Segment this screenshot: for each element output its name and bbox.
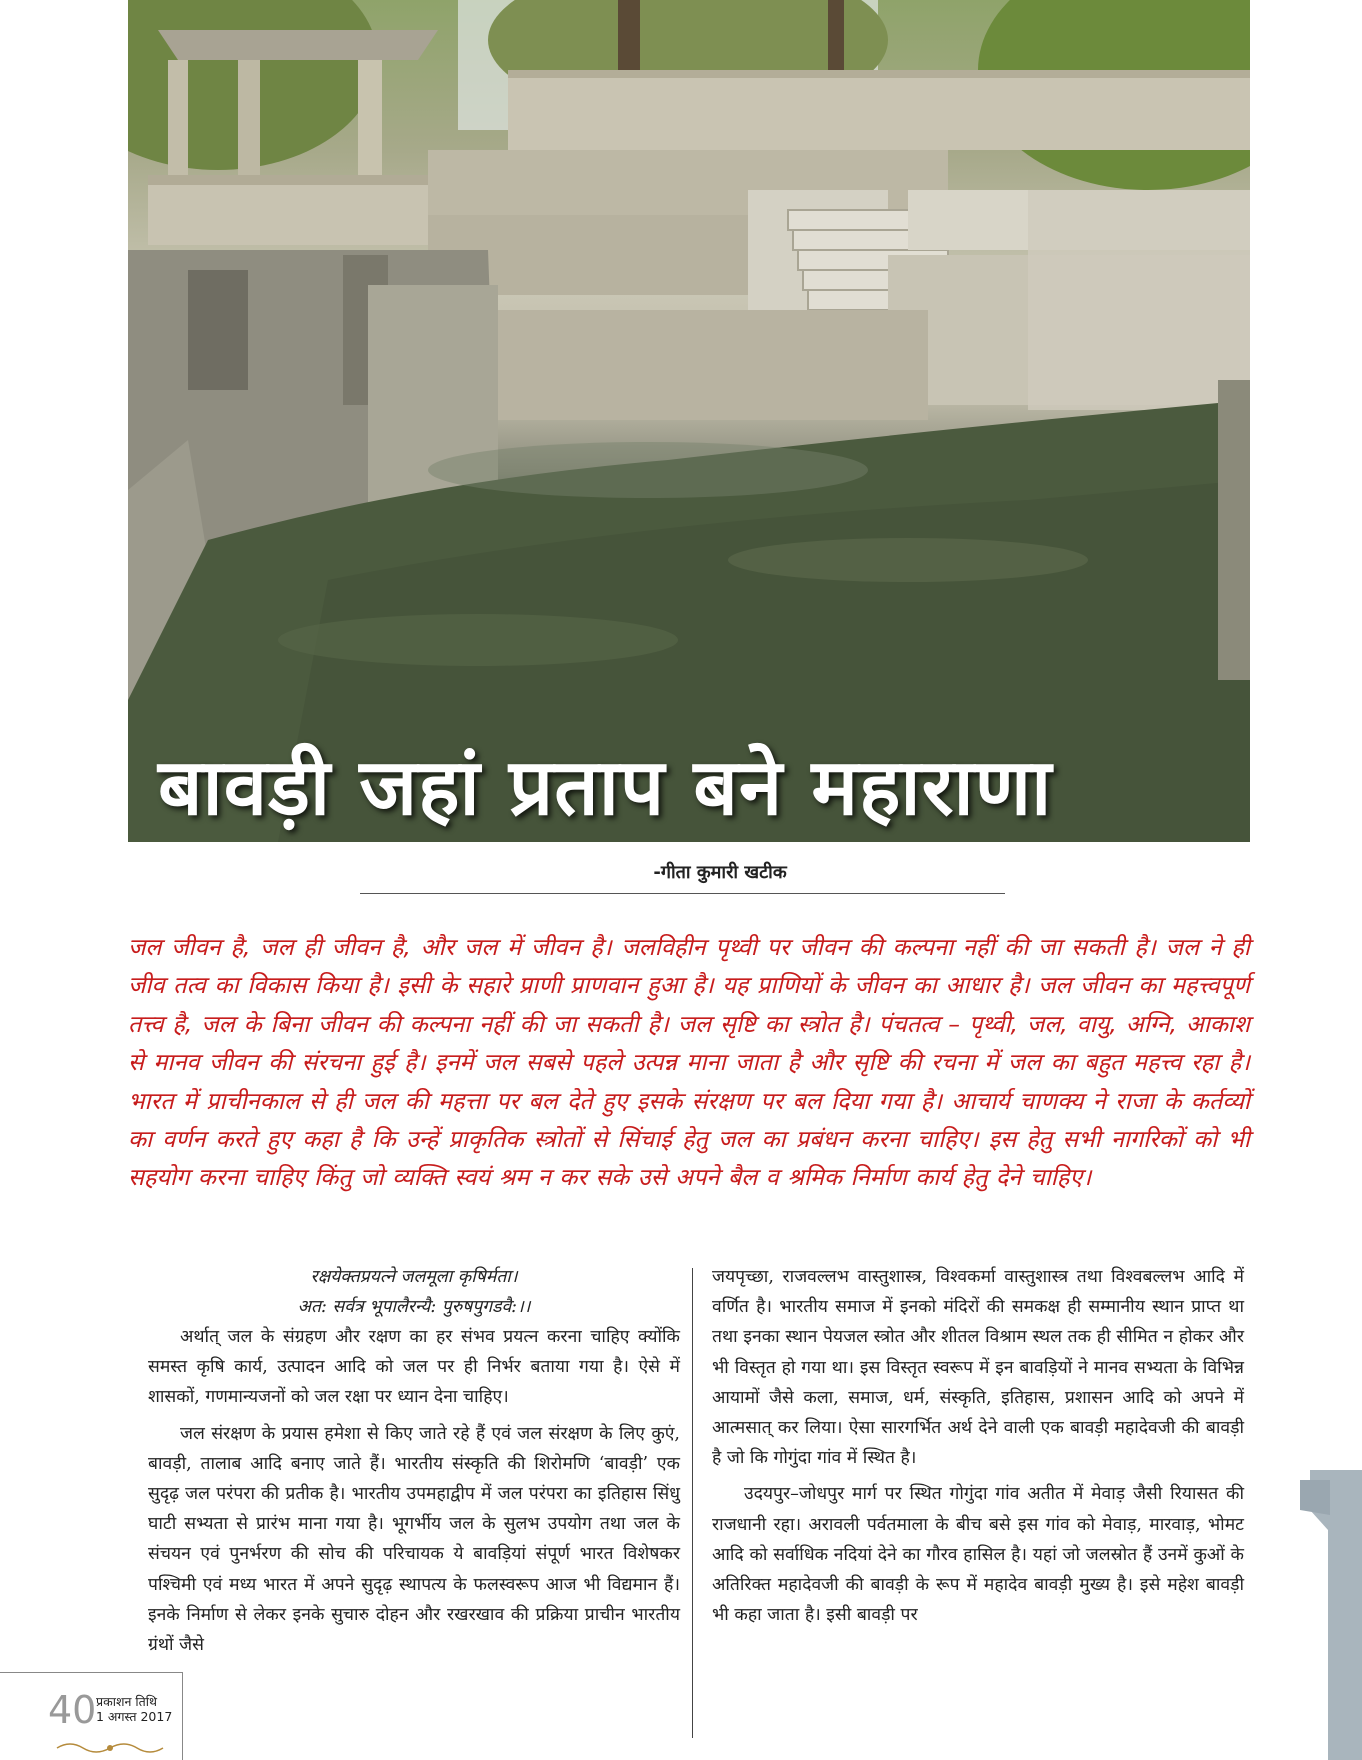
body-column-right: [712, 1262, 1244, 1636]
page-number: 40: [48, 1688, 97, 1732]
body-column-left: [148, 1262, 680, 1666]
author-byline: -गीता कुमारी खटीक: [653, 862, 787, 883]
footer-vertical-rule: [182, 1672, 183, 1760]
hero-photo-stepwell: [128, 0, 1250, 842]
publication-info: [96, 1694, 172, 1724]
publication-date: 1 अगस्त 2017: [96, 1709, 173, 1724]
shloka-line-2: अत: सर्वत्र भूपालैरन्यै: पुरुषपुगडवै:।।: [297, 1297, 531, 1317]
publication-label: प्रकाशन तिथि: [96, 1694, 157, 1709]
column-divider: [692, 1268, 693, 1738]
ornament-icon: [55, 1740, 165, 1756]
stepwell-illustration: [128, 0, 1250, 842]
article-title: बावड़ी जहां प्रताप बने महाराणा: [158, 743, 1053, 833]
side-decoration: [1300, 1470, 1362, 1760]
body-paragraph: अर्थात् जल के संग्रहण और रक्षण का हर संभव प्रयत्न करना चाहिए क्योंकि समस्त कृषि कार्य, उत्पादन आदि को जल पर ही निर्भर बताया गया है। ऐसे में शासकों, गणमान्यजनों को जल रक्षा पर ध्यान देना चाहिए।: [148, 1327, 680, 1408]
footer-rule: [0, 1672, 182, 1673]
byline-divider: [360, 893, 1005, 894]
shloka-line-1: रक्षयेक्तप्रयत्ने जलमूला कृषिर्मता।: [310, 1267, 518, 1287]
body-paragraph: जयपृच्छा, राजवल्लभ वास्तुशास्त्र, विश्वकर्मा वास्तुशास्त्र तथा विश्वबल्लभ आदि में वर्णित है। भारतीय समाज में इनको मंदिरों की समकक्ष ही सम्मानीय स्थान प्राप्त था तथा इनका स्थान पेयजल स्त्रोत और शीतल विश्राम स्थल तक ही सीमित न होकर और भी विस्तृत हो गया था। इस विस्तृत स्वरूप में इन बावड़ियों ने मानव सभ्यता के विभिन्न आयामों जैसे कला, समाज, धर्म, संस्कृति, इतिहास, प्रशासन आदि को अपने में आत्मसात् कर लिया। ऐसा सारगर्भित अर्थ देने वाली एक बावड़ी महादेवजी की बावड़ी है जो कि गोगुंदा गांव में स्थित है।: [712, 1267, 1244, 1469]
body-paragraph: उदयपुर–जोधपुर मार्ग पर स्थित गोगुंदा गांव अतीत में मेवाड़ जैसी रियासत की राजधानी रहा। अरावली पर्वतमाला के बीच बसे इस गांव को मेवाड़, मारवाड़, भोमट आदि को सर्वाधिक नदियां देने का गौरव हासिल है। यहां जो जलस्रोत हैं उनमें कुओं के अतिरिक्त महादेवजी की बावड़ी के रूप में महादेव बावड़ी मुख्य है। इसे महेश बावड़ी भी कहा जाता है। इसी बावड़ी पर: [712, 1484, 1244, 1626]
intro-paragraph: जल जीवन है, जल ही जीवन है, और जल में जीवन है। जलविहीन पृथ्वी पर जीवन की कल्पना नहीं की जा सकती है। जल ने ही जीव तत्व का विकास किया है। इसी के सहारे प्राणी प्राणवान हुआ है। यह प्राणियों के जीवन का आधार है। जल जीवन का महत्त्वपूर्ण तत्त्व है, जल के बिना जीवन की कल्पना नहीं की जा सकती है। जल सृष्टि का स्त्रोत है। पंचतत्व – पृथ्वी, जल, वायु, अग्नि, आकाश से मानव जीवन की संरचना हुई है। इनमें जल सबसे पहले उत्पन्न माना जाता है और सृष्टि की रचना में जल का बहुत महत्त्व रहा है। भारत में प्राचीनकाल से ही जल की महत्ता पर बल देते हुए इसके संरक्षण पर बल दिया गया है। आचार्य चाणक्य ने राजा के कर्तव्यों का वर्णन करते हुए कहा है कि उन्हें प्राकृतिक स्त्रोतों से सिंचाई हेतु जल का प्रबंधन करना चाहिए। इस हेतु सभी नागरिकों को भी सहयोग करना चाहिए किंतु जो व्यक्ति स्वयं श्रम न कर सके उसे अपने बैल व श्रमिक निर्माण कार्य हेतु देने चाहिए।: [128, 933, 1250, 1192]
body-paragraph: जल संरक्षण के प्रयास हमेशा से किए जाते रहे हैं एवं जल संरक्षण के लिए कुएं, बावड़ी, तालाब आदि बनाए जाते हैं। भारतीय संस्कृति की शिरोमणि ‘बावड़ी’ एक सुदृढ़ जल परंपरा की प्रतीक है। भारतीय उपमहाद्वीप में जल परंपरा का इतिहास सिंधु घाटी सभ्यता से प्रारंभ माना गया है। भूगर्भीय जल के सुलभ उपयोग तथा जल के संचयन एवं पुनर्भरण की सोच की परिचायक ये बावड़ियां संपूर्ण भारत विशेषकर पश्चिमी एवं मध्य भारत में अपने सुदृढ़ स्थापत्य के फलस्वरूप आज भी विद्यमान हैं। इनके निर्माण से लेकर इनके सुचारु दोहन और रखरखाव की प्रक्रिया प्राचीन भारतीय ग्रंथों जैसे: [148, 1423, 680, 1656]
